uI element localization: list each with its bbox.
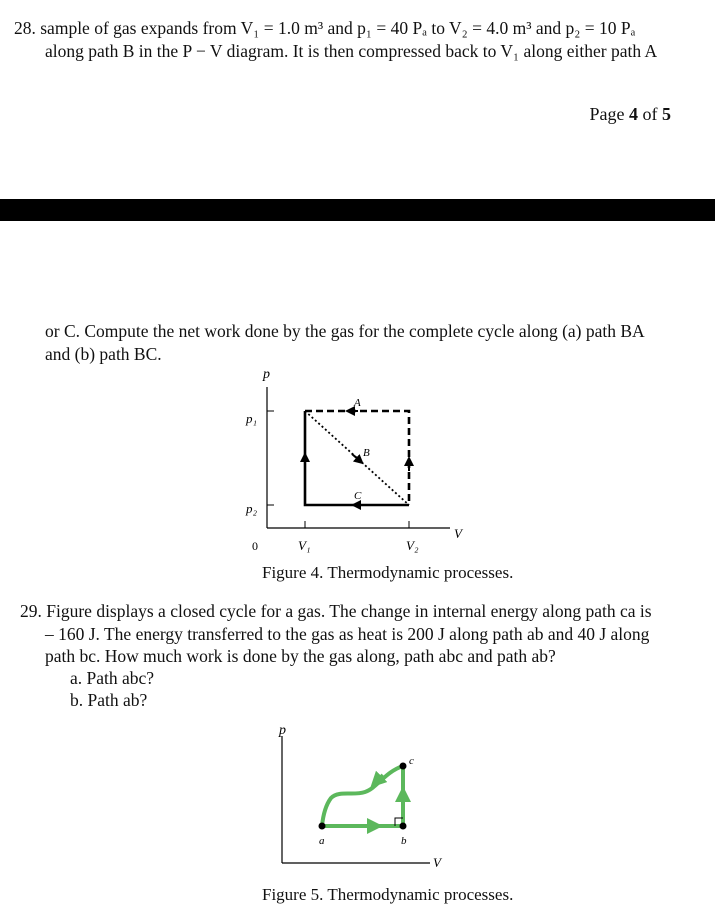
page-divider-bar	[0, 199, 715, 221]
question-28-line-2: along path B in the P − V diagram. It is then compressed back to V₁ along either path A	[45, 41, 658, 61]
question-29-line-3: path bc. How much work is done by the gas along, path abc and path ab?	[45, 646, 556, 666]
question-28-continued-line-1: or C. Compute the net work done by the gas for the complete cycle along (a) path BA	[45, 321, 645, 341]
page-current: 4	[629, 104, 638, 124]
question-29-line-2: – 160 J. The energy transferred to the gas as heat is 200 J along path ab and 40 J along	[45, 624, 650, 644]
fig5-path-ca	[322, 766, 403, 826]
figure-4-pv-diagram	[230, 365, 480, 565]
fig5-point-b	[400, 823, 407, 830]
fig5-label-a: a	[319, 835, 325, 847]
fig4-origin-label: 0	[252, 539, 258, 553]
figure-5-caption: Figure 5. Thermodynamic processes.	[262, 885, 514, 904]
page-label: Page	[589, 104, 625, 124]
fig5-label-c: c	[409, 755, 414, 767]
fig5-p-axis-label: p	[279, 723, 286, 738]
fig4-v-axis-label: V	[454, 526, 462, 541]
fig4-p2-label: p₂	[246, 501, 258, 516]
fig4-p1-label: p₁	[246, 411, 258, 426]
fig4-p-axis-label: p	[263, 367, 270, 382]
fig5-v-axis-label: V	[433, 855, 441, 870]
fig4-v2-label: V₂	[406, 538, 419, 553]
question-29-part-a: a. Path abc?	[70, 668, 155, 688]
figure-5-pv-diagram	[265, 720, 465, 880]
question-29-line-1: 29. Figure displays a closed cycle for a gas. The change in internal energy along path ca is	[20, 601, 652, 621]
fig4-path-c-label: C	[354, 490, 362, 502]
fig5-label-b: b	[401, 835, 407, 847]
page-total: 5	[662, 104, 671, 124]
fig4-path-a-label: A	[354, 397, 361, 409]
fig5-point-c	[400, 763, 407, 770]
fig5-point-a	[319, 823, 326, 830]
figure-4-caption: Figure 4. Thermodynamic processes.	[262, 563, 514, 582]
fig4-path-b-arrow	[352, 454, 360, 461]
page-indicator	[590, 104, 672, 125]
page-of: of	[642, 104, 658, 124]
fig4-v1-label: V₁	[298, 538, 311, 553]
fig4-path-b-label: B	[363, 447, 370, 459]
question-29-part-b: b. Path ab?	[70, 690, 148, 710]
question-28-line-1: 28. sample of gas expands from V₁ = 1.0 m³ and p₁ = 40 Pₐ to V₂ = 4.0 m³ and p₂ = 10 Pₐ	[14, 18, 636, 38]
question-28-continued-line-2: and (b) path BC.	[45, 344, 162, 364]
